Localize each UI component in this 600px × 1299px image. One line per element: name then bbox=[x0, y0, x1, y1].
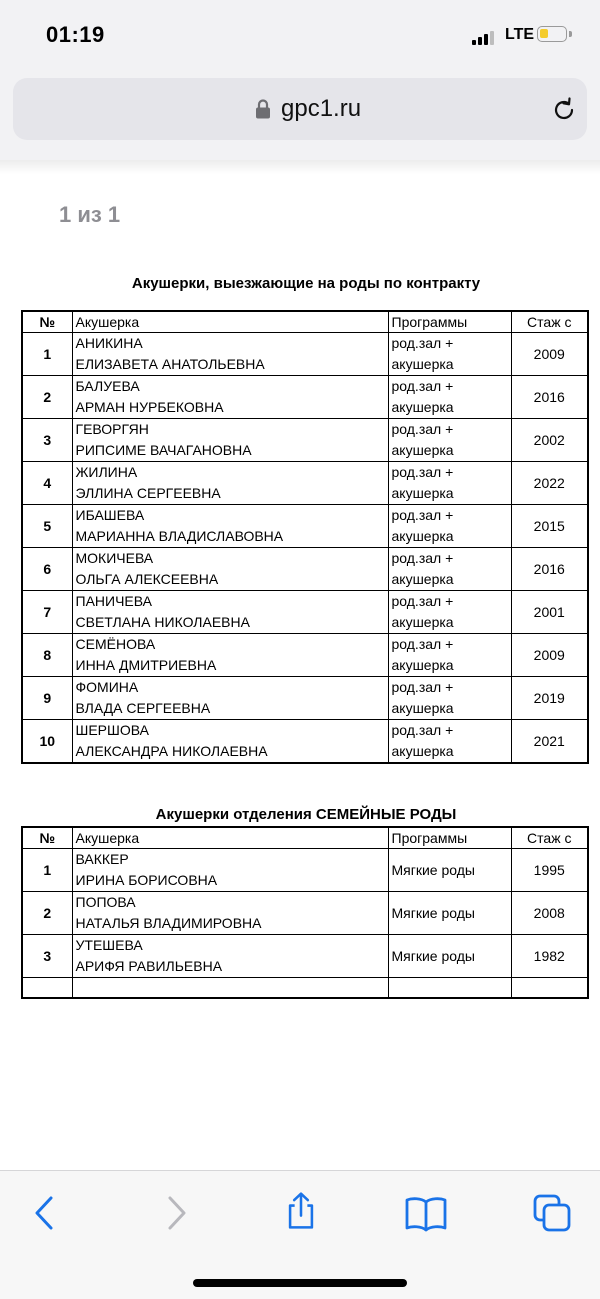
surname: ВАККЕР bbox=[75, 851, 129, 867]
browser-header bbox=[0, 72, 600, 161]
table-row bbox=[22, 677, 588, 720]
row-number: 3 bbox=[22, 935, 72, 978]
battery-tip bbox=[569, 31, 572, 37]
surname: МОКИЧЕВА bbox=[75, 550, 154, 566]
table-row bbox=[22, 548, 588, 591]
surname: АНИКИНА bbox=[75, 335, 143, 351]
program bbox=[388, 677, 511, 720]
surname: БАЛУЕВА bbox=[75, 378, 140, 394]
program-line: акушерка bbox=[391, 399, 454, 415]
table-row bbox=[22, 634, 588, 677]
midwife-name bbox=[72, 849, 388, 892]
program bbox=[388, 849, 511, 892]
surname: ПАНИЧЕВА bbox=[75, 593, 152, 609]
program-line: род.зал + bbox=[391, 464, 454, 480]
header-programs: Программы bbox=[388, 827, 511, 849]
table-row bbox=[22, 419, 588, 462]
table-row bbox=[22, 591, 588, 634]
empty-cell bbox=[22, 978, 72, 999]
given-name: РИПСИМЕ ВАЧАГАНОВНА bbox=[75, 442, 252, 458]
experience-since: 2019 bbox=[511, 677, 588, 720]
contract-midwives-table bbox=[21, 310, 589, 764]
battery-icon bbox=[537, 26, 567, 42]
table-row bbox=[22, 462, 588, 505]
surname: ПОПОВА bbox=[75, 894, 136, 910]
experience-since: 2008 bbox=[511, 892, 588, 935]
row-number: 1 bbox=[22, 849, 72, 892]
program-line: акушерка bbox=[391, 700, 454, 716]
forward-icon[interactable] bbox=[156, 1193, 196, 1233]
tabs-icon[interactable] bbox=[532, 1193, 572, 1233]
surname: СЕМЁНОВА bbox=[75, 636, 156, 652]
empty-table-row bbox=[22, 978, 588, 999]
program-line: Мягкие роды bbox=[391, 861, 475, 878]
program bbox=[388, 634, 511, 677]
empty-cell bbox=[511, 978, 588, 999]
row-number: 4 bbox=[22, 462, 72, 505]
row-number: 5 bbox=[22, 505, 72, 548]
family-birth-midwives-table bbox=[21, 826, 589, 999]
experience-since: 2016 bbox=[511, 548, 588, 591]
given-name: ОЛЬГА АЛЕКСЕЕВНА bbox=[75, 571, 219, 587]
experience-since: 1995 bbox=[511, 849, 588, 892]
row-number: 8 bbox=[22, 634, 72, 677]
program-line: акушерка bbox=[391, 614, 454, 630]
given-name: МАРИАННА ВЛАДИСЛАВОВНА bbox=[75, 528, 284, 544]
header-number: № bbox=[22, 311, 72, 333]
program-line: род.зал + bbox=[391, 722, 454, 738]
surname: УТЕШЕВА bbox=[75, 937, 143, 953]
page-counter: 1 из 1 bbox=[59, 202, 121, 227]
midwife-name bbox=[72, 677, 388, 720]
header-midwife: Акушерка bbox=[72, 311, 388, 333]
table-row bbox=[22, 376, 588, 419]
program bbox=[388, 333, 511, 376]
table-row bbox=[22, 892, 588, 935]
table-header-row bbox=[22, 311, 588, 333]
row-number: 2 bbox=[22, 892, 72, 935]
table-row bbox=[22, 935, 588, 978]
given-name: ЭЛЛИНА СЕРГЕЕВНА bbox=[75, 485, 221, 501]
program-line: Мягкие роды bbox=[391, 904, 475, 921]
given-name: ИРИНА БОРИСОВНА bbox=[75, 872, 218, 888]
program-line: род.зал + bbox=[391, 378, 454, 394]
empty-cell bbox=[72, 978, 388, 999]
program-line: род.зал + bbox=[391, 550, 454, 566]
program-line: акушерка bbox=[391, 485, 454, 501]
network-type: LTE bbox=[505, 26, 535, 43]
bookmarks-icon[interactable] bbox=[404, 1193, 448, 1233]
given-name: ЕЛИЗАВЕТА АНАТОЛЬЕВНА bbox=[75, 356, 265, 372]
row-number: 7 bbox=[22, 591, 72, 634]
midwife-name bbox=[72, 419, 388, 462]
midwife-name bbox=[72, 333, 388, 376]
program-line: род.зал + bbox=[391, 593, 454, 609]
share-icon[interactable] bbox=[281, 1191, 321, 1231]
experience-since: 1982 bbox=[511, 935, 588, 978]
family-birth-midwives-title: Акушерки отделения СЕМЕЙНЫЕ РОДЫ bbox=[155, 806, 457, 823]
surname: ИБАШЕВА bbox=[75, 507, 145, 523]
midwife-name bbox=[72, 720, 388, 764]
table-header-row bbox=[22, 827, 588, 849]
status-bar bbox=[0, 0, 600, 72]
address-bar[interactable] bbox=[13, 78, 587, 140]
row-number: 6 bbox=[22, 548, 72, 591]
table-row bbox=[22, 505, 588, 548]
program-line: род.зал + bbox=[391, 507, 454, 523]
experience-since: 2021 bbox=[511, 720, 588, 764]
experience-since: 2022 bbox=[511, 462, 588, 505]
program bbox=[388, 376, 511, 419]
midwife-name bbox=[72, 505, 388, 548]
table-row bbox=[22, 849, 588, 892]
given-name: АРМАН НУРБЕКОВНА bbox=[75, 399, 224, 415]
url-text: gpc1.ru bbox=[281, 95, 362, 122]
program bbox=[388, 548, 511, 591]
program-line: род.зал + bbox=[391, 679, 454, 695]
row-number: 9 bbox=[22, 677, 72, 720]
midwife-name bbox=[72, 892, 388, 935]
program bbox=[388, 892, 511, 935]
page-edge bbox=[0, 160, 600, 174]
given-name: ИННА ДМИТРИЕВНА bbox=[75, 657, 217, 673]
header-number: № bbox=[22, 827, 72, 849]
program-line: род.зал + bbox=[391, 421, 454, 437]
contract-midwives-title: Акушерки, выезжающие на роды по контракту bbox=[131, 275, 481, 292]
back-icon[interactable] bbox=[25, 1193, 65, 1233]
midwife-name bbox=[72, 935, 388, 978]
program bbox=[388, 720, 511, 764]
row-number: 1 bbox=[22, 333, 72, 376]
surname: ГЕВОРГЯН bbox=[75, 421, 149, 437]
surname: ШЕРШОВА bbox=[75, 722, 149, 738]
program-line: акушерка bbox=[391, 571, 454, 587]
header-midwife: Акушерка bbox=[72, 827, 388, 849]
program bbox=[388, 462, 511, 505]
surname: ЖИЛИНА bbox=[75, 464, 138, 480]
program-line: Мягкие роды bbox=[391, 947, 475, 964]
midwife-name bbox=[72, 462, 388, 505]
given-name: СВЕТЛАНА НИКОЛАЕВНА bbox=[75, 614, 250, 630]
program bbox=[388, 935, 511, 978]
home-indicator bbox=[193, 1279, 407, 1287]
browser-toolbar bbox=[0, 1170, 600, 1299]
given-name: АЛЕКСАНДРА НИКОЛАЕВНА bbox=[75, 743, 268, 759]
lock-icon bbox=[255, 98, 271, 120]
midwife-name bbox=[72, 634, 388, 677]
header-experience-since: Стаж с bbox=[511, 311, 588, 333]
experience-since: 2015 bbox=[511, 505, 588, 548]
experience-since: 2009 bbox=[511, 634, 588, 677]
program bbox=[388, 505, 511, 548]
row-number: 2 bbox=[22, 376, 72, 419]
header-experience-since: Стаж с bbox=[511, 827, 588, 849]
cellular-signal-icon bbox=[472, 29, 496, 45]
table-row bbox=[22, 333, 588, 376]
program-line: род.зал + bbox=[391, 335, 454, 351]
experience-since: 2001 bbox=[511, 591, 588, 634]
given-name: НАТАЛЬЯ ВЛАДИМИРОВНА bbox=[75, 915, 262, 931]
midwife-name bbox=[72, 548, 388, 591]
experience-since: 2016 bbox=[511, 376, 588, 419]
program-line: акушерка bbox=[391, 528, 454, 544]
program-line: акушерка bbox=[391, 356, 454, 372]
experience-since: 2009 bbox=[511, 333, 588, 376]
row-number: 3 bbox=[22, 419, 72, 462]
given-name: АРИФЯ РАВИЛЬЕВНА bbox=[75, 958, 223, 974]
row-number: 10 bbox=[22, 720, 72, 764]
program bbox=[388, 591, 511, 634]
header-programs: Программы bbox=[388, 311, 511, 333]
program-line: акушерка bbox=[391, 657, 454, 673]
program-line: род.зал + bbox=[391, 636, 454, 652]
experience-since: 2002 bbox=[511, 419, 588, 462]
surname: ФОМИНА bbox=[75, 679, 139, 695]
midwife-name bbox=[72, 376, 388, 419]
program-line: акушерка bbox=[391, 442, 454, 458]
program bbox=[388, 419, 511, 462]
table-row bbox=[22, 720, 588, 764]
given-name: ВЛАДА СЕРГЕЕВНА bbox=[75, 700, 211, 716]
midwife-name bbox=[72, 591, 388, 634]
clock: 01:19 bbox=[46, 22, 105, 47]
program-line: акушерка bbox=[391, 743, 454, 759]
empty-cell bbox=[388, 978, 511, 999]
reload-icon[interactable] bbox=[549, 95, 579, 125]
